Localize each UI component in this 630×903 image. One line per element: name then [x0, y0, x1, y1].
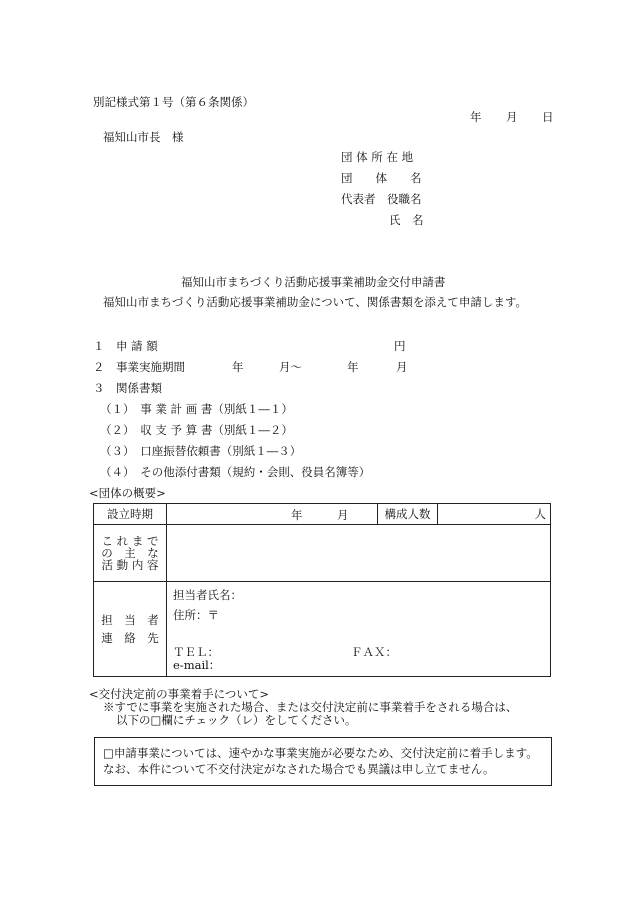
activities-label-line: 活 動 内 容	[101, 558, 159, 573]
period-start-month: 月〜	[279, 360, 302, 374]
item-2-number: ２	[93, 360, 105, 374]
fax-label: ＦＡＸ：	[351, 645, 397, 659]
contact-label-line: 担 当 者	[101, 613, 159, 627]
activities-label-line: の 主 な	[101, 545, 159, 560]
doc-item: （２） 収 支 予 算 書（別紙１―２）	[100, 423, 293, 437]
representative-name-label: 氏 名	[389, 213, 424, 227]
tel-label: ＴＥＬ：	[173, 645, 219, 659]
document-title: 福知山市まちづくり活動応援事業補助金交付申請書	[181, 275, 446, 289]
early-start-checkbox-box[interactable]	[94, 737, 552, 786]
period-end-month: 月	[396, 360, 408, 374]
contact-address-label: 住所：〒	[173, 608, 219, 622]
item-3-label: 関係書類	[116, 381, 162, 395]
notice-line-1: ※すでに事業を実施された場合、または交付決定前に事業着手をされる場合は、	[103, 700, 518, 714]
contact-field[interactable]	[167, 582, 551, 677]
amount-unit: 円	[394, 339, 406, 353]
item-3-number: ３	[93, 381, 105, 395]
overview-heading: <団体の概要>	[89, 486, 166, 500]
established-year: 年	[291, 508, 303, 522]
item-1-label: 申 請 額	[116, 339, 158, 353]
intro-text: 福知山市まちづくり活動応援事業補助金について、関係書類を添えて申請します。	[103, 295, 528, 309]
date-month: 月	[506, 110, 518, 124]
established-month: 月	[337, 508, 349, 522]
email-label: e-mail：	[173, 658, 221, 672]
period-end-year: 年	[347, 360, 359, 374]
doc-item: （４） その他添付書類（規約・会則、役員名簿等）	[100, 465, 371, 479]
date-year: 年	[470, 110, 482, 124]
members-label: 構成人数	[378, 504, 438, 525]
doc-item: （１） 事 業 計 画 書（別紙１―１）	[100, 402, 293, 416]
activities-label-line: こ れ ま で	[101, 533, 159, 548]
contact-label	[94, 582, 167, 677]
contact-name-label: 担当者氏名：	[173, 588, 242, 602]
notice-line-2: 以下の□欄にチェック（レ）をしてください。	[116, 713, 357, 727]
doc-item: （３） 口座振替依頼書（別紙１―３）	[100, 444, 302, 458]
form-number: 別記様式第１号（第６条関係）	[93, 95, 254, 109]
established-label: 設立時期	[94, 504, 167, 525]
address-label: 団 体 所 在 地	[341, 150, 414, 164]
period-start-year: 年	[232, 360, 244, 374]
notice-heading: <交付決定前の事業着手について>	[89, 687, 270, 701]
organization-overview-table	[93, 503, 551, 677]
contact-label-line: 連 絡 先	[101, 631, 159, 645]
representative-title-label: 代表者 役職名	[341, 192, 422, 206]
early-start-checkbox-text[interactable]: □申請事業については、速やかな事業実施が必要なため、交付決定前に着手します。なお、本件について不交付決定がなされた場合でも異議は申し立てません。	[103, 746, 538, 776]
members-unit: 人	[438, 504, 551, 525]
addressee: 福知山市長 様	[103, 130, 184, 144]
activities-field[interactable]	[167, 525, 551, 582]
activities-label	[94, 525, 167, 582]
item-2-label: 事業実施期間	[116, 360, 185, 374]
organization-name-label: 団 体 名	[341, 171, 422, 185]
established-value	[167, 504, 378, 525]
item-1-number: １	[93, 339, 105, 353]
date-day: 日	[542, 110, 554, 124]
